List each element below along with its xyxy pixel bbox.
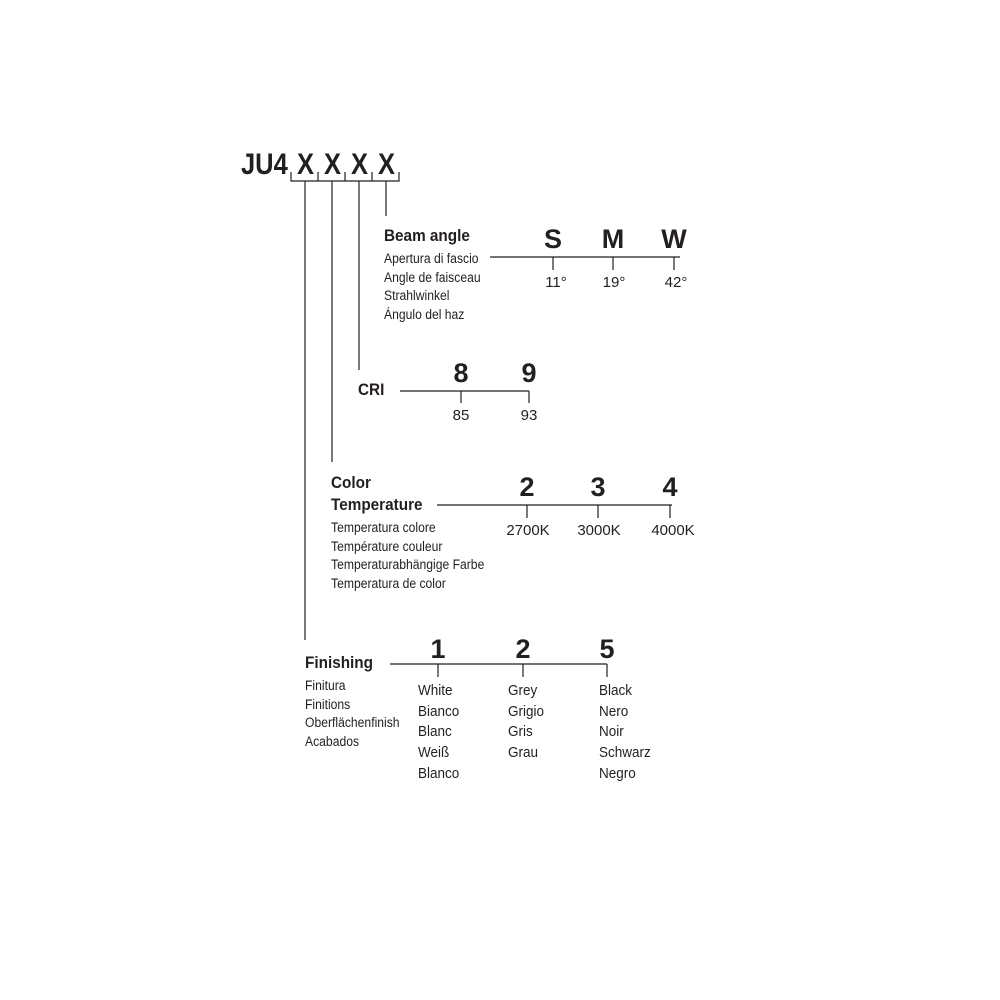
finishing-title: Finishing (305, 653, 373, 672)
finish-name: Black (599, 682, 633, 699)
finishing-black-names (599, 681, 651, 785)
finishing-grey-names (508, 681, 544, 764)
beam-translation: Apertura di fascio (384, 251, 479, 266)
beam-angle-title: Beam angle (384, 226, 470, 245)
beam-translation: Ángulo del haz (384, 306, 465, 322)
cri-option-value: 93 (520, 407, 538, 424)
color-temperature-title-line2: Temperature (331, 495, 423, 514)
finish-name: Schwarz (599, 744, 651, 762)
color-temperature-option-code: 2 (519, 472, 535, 502)
code-placeholder-finishing: X (297, 148, 315, 181)
color-temperature-title-line1: Color (331, 473, 371, 492)
cri-option-code: 9 (521, 358, 537, 388)
finish-name: Grigio (508, 702, 545, 720)
finishing-option-code: 5 (599, 634, 615, 664)
color-temperature-translation: Température couleur (331, 538, 443, 554)
finish-name: Weiß (418, 744, 450, 762)
cri-title: CRI (358, 380, 385, 399)
code-placeholder-color-temperature: X (324, 148, 342, 181)
finish-name: Negro (599, 764, 636, 782)
color-temperature-option-code: 4 (662, 472, 678, 502)
cri-option-value: 85 (452, 407, 470, 424)
color-temperature-option-code: 3 (590, 472, 606, 502)
beam-option-code: S (543, 224, 562, 254)
finish-name: Nero (599, 702, 629, 720)
beam-option-code: M (601, 224, 625, 254)
beam-translation: Angle de faisceau (384, 269, 481, 285)
finish-name: Grey (508, 682, 538, 699)
color-temperature-translation: Temperatura de color (331, 575, 446, 591)
color-temperature-option-value: 4000K (651, 522, 695, 539)
finishing-translation: Finitura (305, 678, 346, 693)
finishing-translations (305, 677, 400, 751)
finish-name: White (418, 682, 453, 699)
cri-option-code: 8 (453, 358, 469, 388)
finish-name: Noir (599, 723, 624, 741)
beam-angle-translations (384, 250, 481, 324)
code-placeholder-beam-angle: X (378, 148, 396, 181)
finish-name: Blanco (418, 764, 460, 782)
code-placeholder-cri: X (351, 148, 369, 181)
finishing-translation: Oberflächenfinish (305, 715, 400, 730)
color-temperature-translation: Temperatura colore (331, 520, 436, 535)
color-temperature-translations (331, 519, 484, 593)
finish-name: Bianco (418, 702, 460, 720)
beam-option-value: 42° (664, 274, 688, 291)
product-code-prefix: JU4 (241, 148, 288, 181)
finishing-option-code: 1 (430, 634, 446, 664)
finish-name: Grau (508, 744, 539, 762)
color-temperature-option-value: 3000K (577, 522, 621, 539)
beam-option-code: W (661, 224, 687, 254)
beam-translation: Strahlwinkel (384, 288, 450, 303)
beam-option-value: 19° (602, 274, 626, 291)
finish-name: Blanc (418, 723, 452, 741)
finishing-option-code: 2 (515, 634, 531, 664)
color-temperature-option-value: 2700K (506, 522, 550, 539)
finish-name: Gris (508, 723, 533, 741)
finishing-white-names (418, 681, 459, 785)
color-temperature-translation: Temperaturabhängige Farbe (331, 557, 485, 572)
finishing-translation: Finitions (305, 696, 351, 712)
beam-option-value: 11° (545, 274, 567, 291)
finishing-translation: Acabados (305, 733, 360, 749)
